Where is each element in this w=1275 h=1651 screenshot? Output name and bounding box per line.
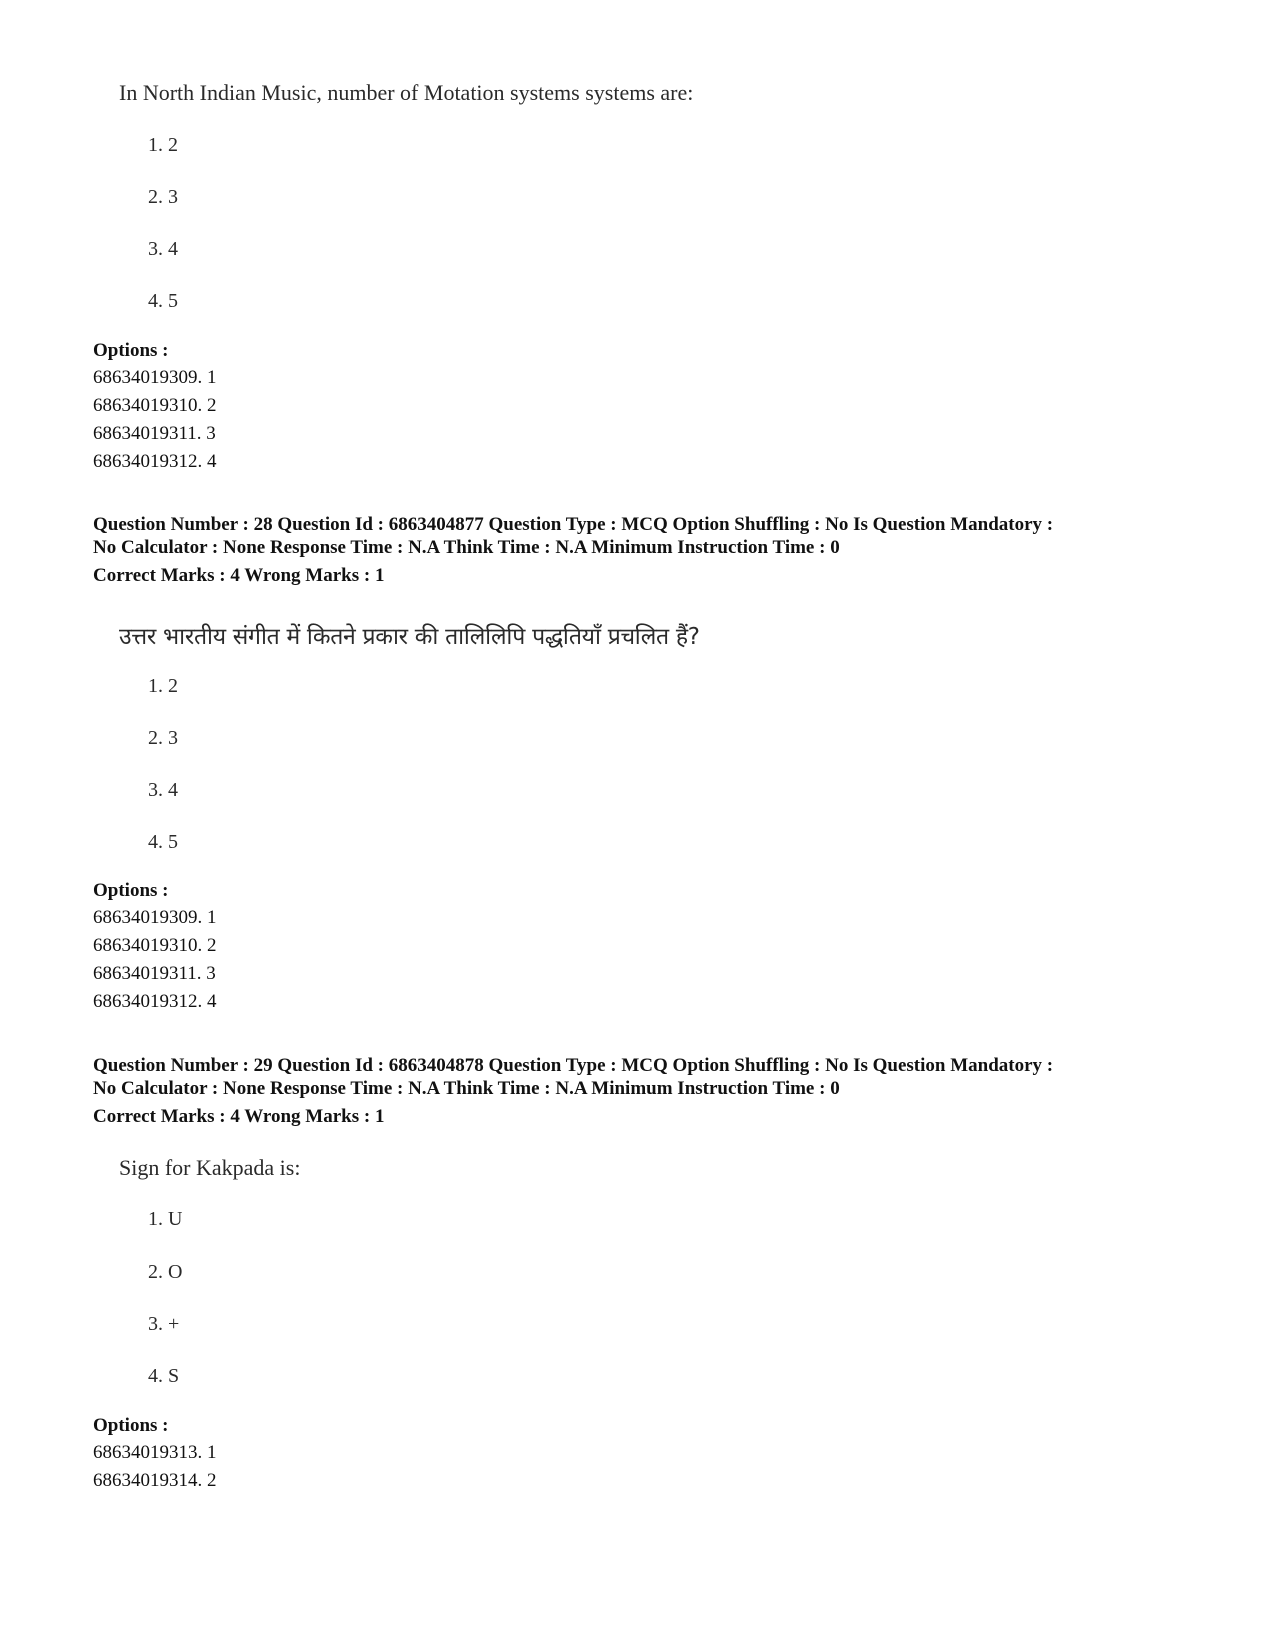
options-label: Options : bbox=[93, 340, 169, 361]
question-meta-line-1: Question Number : 28 Question Id : 6863404877 Question Type : MCQ Option Shuffling : No Is Question Mandatory : bbox=[93, 514, 1054, 535]
choice-2: 2. 3 bbox=[148, 727, 178, 749]
choice-4: 4. S bbox=[148, 1365, 180, 1387]
question-meta-line-2: No Calculator : None Response Time : N.A Think Time : N.A Minimum Instruction Time : 0 bbox=[93, 1078, 840, 1099]
option-line: 68634019314. 2 bbox=[93, 1470, 217, 1491]
marks-line: Correct Marks : 4 Wrong Marks : 1 bbox=[93, 565, 385, 586]
choice-3: 3. 4 bbox=[148, 779, 178, 801]
choice-3: 3. 4 bbox=[148, 238, 178, 260]
choice-1: 1. 2 bbox=[148, 134, 178, 156]
options-label: Options : bbox=[93, 880, 169, 901]
question-meta-line-2: No Calculator : None Response Time : N.A Think Time : N.A Minimum Instruction Time : 0 bbox=[93, 537, 840, 558]
option-line: 68634019311. 3 bbox=[93, 423, 216, 444]
choice-3: 3. + bbox=[148, 1313, 180, 1335]
option-line: 68634019311. 3 bbox=[93, 963, 216, 984]
option-line: 68634019313. 1 bbox=[93, 1442, 217, 1463]
question-text: उत्तर भारतीय संगीत में कितने प्रकार की तालिलिपि पद्धतियाँ प्रचलित हैं? bbox=[119, 624, 700, 650]
option-line: 68634019309. 1 bbox=[93, 367, 217, 388]
choice-4: 4. 5 bbox=[148, 831, 178, 853]
option-line: 68634019312. 4 bbox=[93, 451, 217, 472]
option-line: 68634019309. 1 bbox=[93, 907, 217, 928]
question-text: Sign for Kakpada is: bbox=[119, 1155, 301, 1180]
choice-4: 4. 5 bbox=[148, 290, 178, 312]
choice-2: 2. O bbox=[148, 1261, 183, 1283]
choice-1: 1. 2 bbox=[148, 675, 178, 697]
option-line: 68634019312. 4 bbox=[93, 991, 217, 1012]
option-line: 68634019310. 2 bbox=[93, 395, 217, 416]
question-text: In North Indian Music, number of Motation systems systems are: bbox=[119, 80, 694, 105]
choice-2: 2. 3 bbox=[148, 186, 178, 208]
choice-1: 1. U bbox=[148, 1208, 183, 1230]
marks-line: Correct Marks : 4 Wrong Marks : 1 bbox=[93, 1106, 385, 1127]
options-label: Options : bbox=[93, 1415, 169, 1436]
question-meta-line-1: Question Number : 29 Question Id : 6863404878 Question Type : MCQ Option Shuffling : No Is Question Mandatory : bbox=[93, 1055, 1054, 1076]
option-line: 68634019310. 2 bbox=[93, 935, 217, 956]
